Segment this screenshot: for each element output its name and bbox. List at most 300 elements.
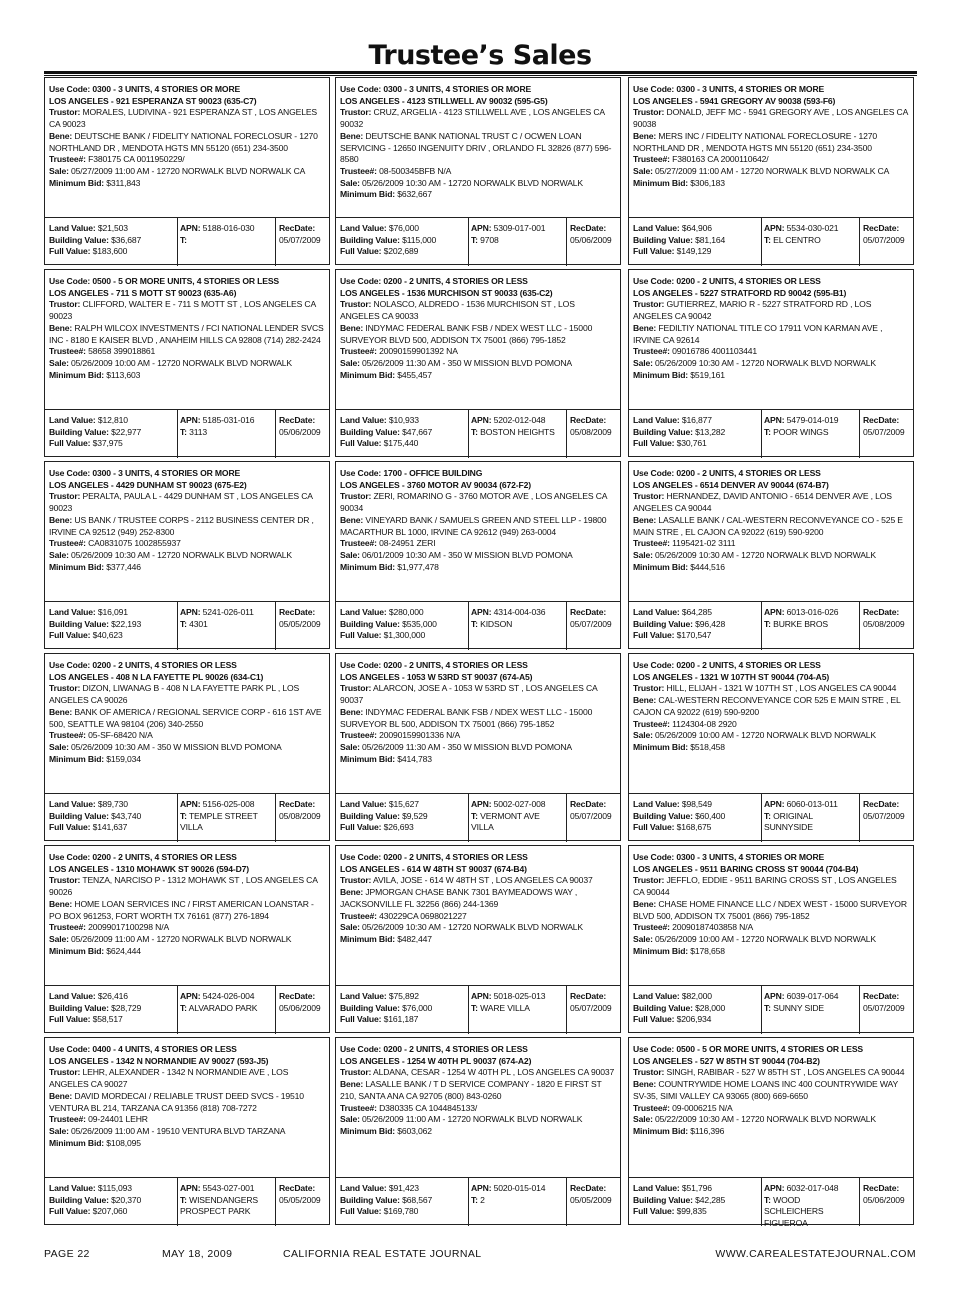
value-column — [49, 607, 173, 642]
trustee-number-line — [633, 538, 909, 550]
full-value-label: Full Value: — [340, 630, 382, 641]
trustor-label: Trustor: — [633, 299, 665, 310]
use-code-line — [633, 852, 909, 864]
beneficiary: MERS INC / FIDELITY NATIONAL FORECLOSURE - 1270 NORTHLAND DR , MENDOTA HGTS MN 55120 (651) 234-3500 — [633, 130, 878, 153]
building-value-label: Building Value: — [633, 618, 693, 629]
tract-value-label: T: — [471, 426, 478, 437]
land-value-label: Land Value: — [633, 991, 680, 1001]
trustee-number-label: Trustee#: — [340, 165, 377, 176]
full-value-label: Full Value: — [340, 1014, 382, 1025]
use-code-line — [49, 468, 325, 480]
full-value-label: Full Value: — [633, 438, 675, 449]
apn-column — [177, 986, 273, 1034]
use-code-line — [340, 660, 616, 672]
full-value: $169,780 — [383, 1206, 419, 1217]
land-value: $26,416 — [97, 991, 128, 1001]
apn-value-line — [471, 223, 564, 235]
minimum-bid: $306,183 — [690, 177, 725, 188]
apn-column — [761, 602, 857, 650]
building-value-line — [633, 619, 757, 631]
sale-info: 05/26/2009 11:30 AM - 350 W MISSION BLVD POMONA — [362, 741, 573, 752]
beneficiary-label: Bene: — [633, 1079, 657, 1090]
property-address-line — [340, 672, 616, 684]
sale-info-label: Sale: — [49, 357, 69, 368]
building-value: $81,164 — [695, 234, 726, 245]
apn-value-line — [180, 607, 273, 619]
recdate-value: 05/08/2009 — [863, 618, 905, 629]
full-value-line — [633, 822, 757, 834]
trustor-label: Trustor: — [49, 1067, 81, 1078]
full-value-line — [49, 1206, 173, 1218]
land-value-label: Land Value: — [340, 1183, 387, 1193]
minimum-bid: $444,516 — [690, 561, 725, 572]
minimum-bid-line — [49, 562, 325, 574]
value-column — [49, 1183, 173, 1218]
land-value-label: Land Value: — [340, 415, 387, 425]
listing-row — [44, 77, 917, 266]
sale-info: 05/26/2009 10:30 AM - 12720 NORWALK BLVD NORWALK — [362, 177, 584, 188]
tract-value: BURKE BROS — [773, 618, 828, 629]
building-value-label: Building Value: — [49, 1002, 109, 1013]
beneficiary-line — [633, 695, 909, 718]
listing-values — [629, 1177, 913, 1227]
sale-info: 05/26/2009 11:30 AM - 350 W MISSION BLVD POMONA — [362, 357, 573, 368]
apn-value-label: APN: — [180, 415, 201, 425]
building-value-line — [49, 427, 173, 439]
property-address-line — [633, 480, 909, 492]
recdate-label-text: RecDate: — [863, 799, 900, 809]
building-value-label: Building Value: — [340, 1002, 400, 1013]
property-address-line — [49, 1056, 325, 1068]
recdate-label-text: RecDate: — [279, 1183, 316, 1193]
use-code: Use Code: 0200 - 2 UNITS, 4 STORIES OR LESS — [340, 1044, 528, 1054]
trustor-line — [633, 1067, 909, 1079]
trustor-line — [49, 683, 325, 706]
sale-info: 05/26/2009 10:30 AM - 12720 NORWALK BLVD NORWALK — [71, 549, 293, 560]
beneficiary-label: Bene: — [49, 1090, 73, 1101]
apn-value: 5534-030-021 — [786, 223, 839, 233]
beneficiary: CAL-WESTERN RECONVEYANCE COR 525 E MAIN STRE , EL CAJON CA 92022 (619) 590-9200 — [633, 695, 901, 717]
tract-value: WARE VILLA — [480, 1002, 530, 1013]
sale-info-line — [49, 166, 325, 178]
recdate-label-text: RecDate: — [863, 415, 900, 425]
tract-value-line — [471, 427, 564, 439]
trustor-label: Trustor: — [49, 491, 81, 502]
listing-row — [44, 269, 917, 458]
property-address-line — [340, 480, 616, 492]
tract-value-label: T: — [180, 1194, 187, 1205]
recdate-label — [570, 1183, 620, 1195]
full-value-label: Full Value: — [633, 1014, 675, 1025]
trustor-label: Trustor: — [633, 491, 665, 502]
sale-info-label: Sale: — [633, 933, 653, 944]
apn-value-line — [180, 415, 273, 427]
minimum-bid-label: Minimum Bid: — [633, 1125, 689, 1136]
recdate-label — [279, 223, 329, 235]
trustee-number: 20099017100298 N/A — [88, 922, 170, 933]
full-value: $1,300,000 — [383, 630, 426, 641]
trustor-line — [49, 299, 325, 322]
property-address: LOS ANGELES - 4429 DUNHAM ST 90023 (675-E2) — [49, 479, 247, 490]
full-value: $207,060 — [92, 1206, 128, 1217]
trustor-label: Trustor: — [633, 107, 665, 118]
listing-details — [633, 1044, 909, 1176]
full-value-label: Full Value: — [49, 438, 91, 449]
trustee-number-line — [340, 1103, 616, 1115]
use-code: Use Code: 0200 - 2 UNITS, 4 STORIES OR LESS — [633, 660, 821, 670]
property-address-line — [633, 672, 909, 684]
tract-value: KIDSON — [480, 618, 513, 629]
property-address: LOS ANGELES - 3760 MOTOR AV 90034 (672-F2) — [340, 479, 531, 490]
apn-column — [468, 410, 564, 458]
full-value-label: Full Value: — [340, 822, 382, 833]
tract-value-label: T: — [764, 1002, 771, 1013]
sale-info-label: Sale: — [633, 549, 653, 560]
minimum-bid-label: Minimum Bid: — [340, 189, 396, 200]
minimum-bid: $519,161 — [690, 369, 725, 380]
recdate-column — [275, 986, 329, 1034]
trustee-number-label: Trustee#: — [340, 346, 377, 357]
apn-value-line — [471, 799, 564, 811]
apn-value-line — [180, 799, 273, 811]
listing-details — [340, 84, 616, 216]
listing-details — [340, 1044, 616, 1176]
listing-values — [336, 985, 620, 1035]
trustor-line — [49, 1067, 325, 1090]
apn-column — [468, 1178, 564, 1226]
trustor-label: Trustor: — [340, 683, 372, 694]
full-value: $168,675 — [676, 822, 712, 833]
building-value-line — [340, 811, 464, 823]
listing-values — [336, 1177, 620, 1227]
minimum-bid-label: Minimum Bid: — [633, 561, 689, 572]
recdate-column — [275, 794, 329, 842]
listing-values — [629, 409, 913, 459]
minimum-bid: $116,396 — [690, 1125, 725, 1136]
beneficiary-label: Bene: — [49, 130, 73, 141]
use-code-line — [340, 276, 616, 288]
beneficiary-label: Bene: — [633, 514, 657, 525]
sale-info: 05/22/2009 10:30 AM - 12720 NORWALK BLVD NORWALK — [655, 1114, 877, 1125]
recdate-column — [859, 794, 913, 842]
tract-value: 4301 — [189, 618, 208, 629]
recdate-value: 05/07/2009 — [863, 810, 905, 821]
trustor-label: Trustor: — [49, 299, 81, 310]
land-value-line — [49, 1183, 173, 1195]
building-value: $96,428 — [695, 618, 726, 629]
trustee-number-line — [633, 1103, 909, 1115]
trustor-label: Trustor: — [633, 875, 665, 886]
listing-row — [44, 1037, 917, 1229]
tract-value-label: T: — [180, 426, 187, 437]
listing-details — [49, 468, 325, 600]
sale-info-label: Sale: — [633, 357, 653, 368]
recdate-column — [859, 986, 913, 1034]
trustor-line — [340, 491, 616, 514]
sale-info-label: Sale: — [340, 741, 360, 752]
value-column — [633, 415, 757, 450]
sale-info: 05/26/2009 10:00 AM - 12720 NORWALK BLVD NORWALK — [655, 933, 877, 944]
listing-details — [633, 852, 909, 984]
land-value: $64,285 — [681, 607, 712, 617]
recdate-column — [859, 602, 913, 650]
recdate-label-text: RecDate: — [863, 607, 900, 617]
trustor-line — [49, 875, 325, 898]
listing-card — [335, 845, 621, 1033]
use-code-line — [340, 468, 616, 480]
use-code: Use Code: 0300 - 3 UNITS, 4 STORIES OR MORE — [340, 84, 532, 94]
trustor-label: Trustor: — [49, 107, 81, 118]
apn-column — [761, 218, 857, 266]
tract-value-line — [764, 811, 857, 834]
recdate-label — [279, 1183, 329, 1195]
listing-details — [49, 1044, 325, 1176]
trustee-number-label: Trustee#: — [633, 346, 670, 357]
apn-column — [177, 218, 273, 266]
full-value-label: Full Value: — [49, 1206, 91, 1217]
land-value: $82,000 — [681, 991, 712, 1001]
trustee-number: F380175 CA 0011950229/ — [88, 154, 185, 165]
property-address: LOS ANGELES - 6514 DENVER AV 90044 (674-B7) — [633, 479, 829, 490]
property-address: LOS ANGELES - 408 N LA FAYETTE PL 90026 (634-C1) — [49, 671, 264, 682]
apn-column — [177, 794, 273, 842]
tract-value-label: T: — [471, 810, 478, 821]
beneficiary-label: Bene: — [340, 322, 364, 333]
minimum-bid: $603,062 — [397, 1125, 432, 1136]
listing-values — [45, 409, 329, 459]
building-value: $28,729 — [111, 1002, 142, 1013]
use-code-line — [49, 852, 325, 864]
apn-value-line — [471, 415, 564, 427]
apn-value-label: APN: — [764, 223, 785, 233]
apn-value: 6013-016-026 — [786, 607, 839, 617]
recdate-value: 05/06/2009 — [279, 426, 321, 437]
trustee-number-line — [340, 911, 616, 923]
listing-card — [628, 461, 914, 649]
full-value-line — [340, 246, 464, 258]
building-value-line — [340, 427, 464, 439]
tract-value-line — [764, 1003, 857, 1015]
land-value: $10,933 — [388, 415, 419, 425]
listing-details — [340, 468, 616, 600]
recdate-column — [275, 218, 329, 266]
building-value: $60,400 — [695, 810, 726, 821]
apn-value-label: APN: — [180, 223, 201, 233]
beneficiary: DAVID MORDECAI / RELIABLE TRUST DEED SVCS - 19510 VENTURA BL 214, TARZANA CA 91356 (818) 708-7272 — [49, 1090, 304, 1113]
tract-value-line — [471, 235, 564, 247]
use-code-line — [340, 852, 616, 864]
recdate-label — [279, 991, 329, 1003]
trustor: SINGH, RABIBAR - 527 W 85TH ST , LOS ANGELES CA 90044 — [666, 1067, 905, 1078]
tract-value-line — [764, 235, 857, 247]
trustor: HILL, ELIJAH - 1321 W 107TH ST , LOS ANGELES CA 90044 — [666, 683, 897, 694]
trustor-label: Trustor: — [340, 491, 372, 502]
beneficiary: CHASE HOME FINANCE LLC / NDEX WEST - 15000 SURVEYOR BLVD 500, ADDISON TX 75001 (866) 795-1852 — [633, 898, 907, 921]
listing-card — [44, 77, 330, 265]
land-value: $16,091 — [97, 607, 128, 617]
land-value: $98,549 — [681, 799, 712, 809]
sale-info-line — [340, 178, 616, 190]
land-value-line — [340, 1183, 464, 1195]
value-column — [633, 991, 757, 1026]
minimum-bid-label: Minimum Bid: — [49, 561, 105, 572]
beneficiary: US BANK / TRUSTEE CORPS - 2112 BUSINESS CENTER DR , IRVINE CA 92512 (949) 252-8300 — [49, 514, 314, 537]
tract-value-line — [764, 619, 857, 631]
building-value-label: Building Value: — [633, 1002, 693, 1013]
trustor-line — [633, 683, 909, 695]
trustor: AVILA, JOSE - 614 W 48TH ST , LOS ANGELES CA 90037 — [373, 875, 593, 886]
sale-info-label: Sale: — [49, 165, 69, 176]
tract-value-label: T: — [471, 1002, 478, 1013]
minimum-bid: $518,458 — [690, 741, 725, 752]
land-value-label: Land Value: — [633, 799, 680, 809]
listing-row — [44, 845, 917, 1034]
listing-card — [335, 461, 621, 649]
use-code-line — [633, 660, 909, 672]
beneficiary-line — [340, 131, 616, 166]
sale-info: 05/26/2009 10:00 AM - 12720 NORWALK BLVD NORWALK — [655, 730, 877, 741]
beneficiary-line — [340, 1079, 616, 1102]
building-value: $115,000 — [402, 234, 437, 245]
trustee-number-label: Trustee#: — [633, 154, 670, 165]
apn-value: 5309-017-001 — [493, 223, 546, 233]
apn-value: 5185-031-016 — [202, 415, 255, 425]
beneficiary-label: Bene: — [340, 1079, 364, 1090]
property-address: LOS ANGELES - 1536 MURCHISON ST 90033 (635-C2) — [340, 287, 553, 298]
recdate-value: 05/07/2009 — [279, 234, 321, 245]
beneficiary-label: Bene: — [49, 514, 73, 525]
use-code: Use Code: 0200 - 2 UNITS, 4 STORIES OR LESS — [633, 276, 821, 286]
sale-info-line — [340, 358, 616, 370]
property-address-line — [633, 96, 909, 108]
sale-info: 05/26/2009 11:00 AM - 19510 VENTURA BLVD TARZANA — [71, 1125, 286, 1136]
land-value-line — [49, 415, 173, 427]
beneficiary-line — [340, 323, 616, 346]
tract-value-line — [180, 619, 273, 631]
trustor-line — [49, 491, 325, 514]
beneficiary-label: Bene: — [340, 706, 364, 717]
building-value: $22,977 — [111, 426, 142, 437]
sale-info-line — [633, 934, 909, 946]
trustee-number-line — [340, 166, 616, 178]
recdate-column — [566, 218, 620, 266]
trustor-line — [340, 299, 616, 322]
value-column — [340, 607, 464, 642]
minimum-bid: $1,977,478 — [397, 561, 439, 572]
beneficiary-line — [340, 887, 616, 910]
recdate-label — [570, 415, 620, 427]
listing-card — [335, 77, 621, 265]
trustor-line — [340, 683, 616, 706]
building-value-label: Building Value: — [49, 426, 109, 437]
minimum-bid-line — [340, 754, 616, 766]
trustee-number-label: Trustee#: — [49, 730, 86, 741]
minimum-bid: $159,034 — [106, 753, 141, 764]
property-address-line — [340, 864, 616, 876]
property-address-line — [49, 864, 325, 876]
building-value-label: Building Value: — [633, 426, 693, 437]
apn-column — [468, 794, 564, 842]
sale-info-line — [633, 550, 909, 562]
minimum-bid-label: Minimum Bid: — [49, 177, 105, 188]
sale-info-line — [340, 742, 616, 754]
listing-card — [44, 845, 330, 1033]
full-value: $170,547 — [676, 630, 712, 641]
land-value-label: Land Value: — [49, 1183, 96, 1193]
listing-values — [629, 985, 913, 1035]
recdate-label — [863, 1183, 913, 1195]
apn-value: 5156-025-008 — [202, 799, 255, 809]
building-value-label: Building Value: — [633, 810, 693, 821]
trustor-line — [633, 299, 909, 322]
trustor: TENZA, NARCISO P - 1312 MOHAWK ST , LOS ANGELES CA 90026 — [49, 875, 318, 898]
sale-info-line — [633, 166, 909, 178]
sale-info-label: Sale: — [49, 1125, 69, 1136]
full-value-label: Full Value: — [340, 246, 382, 257]
trustee-number-label: Trustee#: — [633, 718, 670, 729]
apn-value: 5018-025-013 — [493, 991, 546, 1001]
recdate-value: 05/06/2009 — [279, 1002, 321, 1013]
land-value-line — [49, 607, 173, 619]
trustor: PERALTA, PAULA L - 4429 DUNHAM ST , LOS ANGELES CA 90023 — [49, 491, 313, 514]
trustee-number-label: Trustee#: — [633, 1102, 670, 1113]
sale-info: 05/26/2009 11:00 AM - 12720 NORWALK BLVD NORWALK — [362, 1114, 583, 1125]
minimum-bid-label: Minimum Bid: — [633, 177, 689, 188]
minimum-bid: $178,658 — [690, 945, 725, 956]
minimum-bid-label: Minimum Bid: — [633, 741, 689, 752]
tract-value: TEMPLE STREET VILLA — [180, 810, 258, 833]
tract-value-line — [471, 1003, 564, 1015]
land-value: $12,810 — [97, 415, 128, 425]
property-address: LOS ANGELES - 1310 MOHAWK ST 90026 (594-D7) — [49, 863, 250, 874]
full-value-line — [633, 1206, 757, 1218]
sale-info-label: Sale: — [340, 922, 360, 933]
sale-info-label: Sale: — [49, 741, 69, 752]
full-value-line — [633, 630, 757, 642]
full-value-line — [340, 1014, 464, 1026]
trustee-number-label: Trustee#: — [633, 922, 670, 933]
beneficiary-line — [49, 707, 325, 730]
building-value: $13,282 — [695, 426, 726, 437]
listing-row — [44, 653, 917, 842]
listing-details — [633, 276, 909, 408]
building-value-line — [49, 1195, 173, 1207]
minimum-bid-label: Minimum Bid: — [633, 945, 689, 956]
land-value-label: Land Value: — [49, 991, 96, 1001]
beneficiary-line — [340, 707, 616, 730]
recdate-label-text: RecDate: — [279, 799, 316, 809]
building-value: $535,000 — [402, 618, 437, 629]
beneficiary-label: Bene: — [49, 898, 73, 909]
apn-value-label: APN: — [180, 991, 201, 1001]
listing-values — [629, 217, 913, 267]
beneficiary-line — [633, 1079, 909, 1102]
listing-card — [44, 653, 330, 841]
apn-column — [761, 986, 857, 1034]
apn-column — [468, 986, 564, 1034]
use-code-line — [633, 1044, 909, 1056]
listing-values — [336, 601, 620, 651]
apn-value: 5002-027-008 — [493, 799, 546, 809]
use-code: Use Code: 0300 - 3 UNITS, 4 STORIES OR MORE — [49, 468, 241, 478]
recdate-value: 05/07/2009 — [570, 810, 612, 821]
land-value: $75,892 — [388, 991, 419, 1001]
title-rule — [44, 71, 917, 74]
property-address-line — [340, 288, 616, 300]
trustee-number-line — [633, 346, 909, 358]
recdate-column — [275, 1178, 329, 1226]
apn-column — [761, 794, 857, 842]
